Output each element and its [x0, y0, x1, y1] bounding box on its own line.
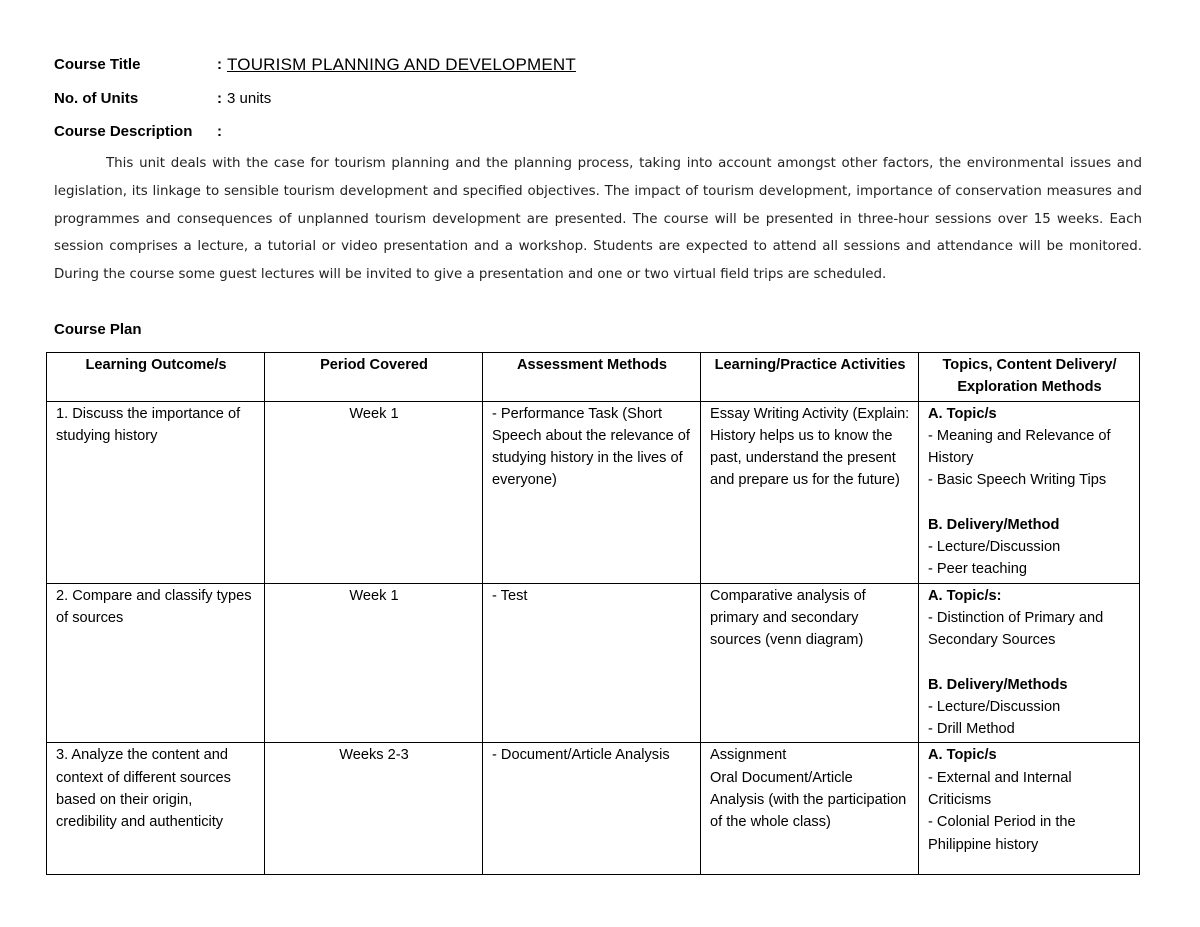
units-label: No. of Units [54, 90, 139, 107]
delivery-item: - Peer teaching [928, 561, 1027, 578]
period-cell: Week 1 [265, 401, 483, 583]
course-title-value: TOURISM PLANNING AND DEVELOPMENT [227, 55, 576, 74]
header-assessment-methods: Assessment Methods [483, 353, 701, 402]
outcome-text: Compare and classify types of sources [56, 587, 252, 626]
outcome-cell [47, 743, 265, 875]
delivery-heading: B. Delivery/Methods [928, 676, 1068, 693]
outcome-text: Discuss the importance of studying history [56, 405, 241, 444]
assessment-cell: - Document/Article Analysis [483, 743, 701, 875]
activities-text: Oral Document/Article Analysis (with the participation of the whole class) [710, 769, 907, 831]
course-plan-table [46, 352, 1140, 875]
delivery-item: - Drill Method [928, 721, 1015, 738]
course-title-colon: : [217, 56, 222, 73]
activities-cell [701, 743, 919, 875]
outcome-number: 2. [56, 587, 69, 604]
period-cell: Weeks 2-3 [265, 743, 483, 875]
activities-heading: Assignment [710, 747, 787, 764]
course-title-label: Course Title [54, 56, 141, 73]
assessment-cell: - Test [483, 583, 701, 743]
outcome-cell [47, 583, 265, 743]
topic-item: - External and Internal Criticisms [928, 769, 1072, 809]
table-header-row [47, 353, 1140, 402]
table-row [47, 583, 1140, 743]
header-learning-activities: Learning/Practice Activities [701, 353, 919, 402]
course-plan-heading: Course Plan [54, 321, 142, 338]
topics-cell [919, 583, 1140, 743]
topic-item: - Colonial Period in the Philippine history [928, 814, 1076, 853]
delivery-item: - Lecture/Discussion [928, 539, 1061, 556]
topic-heading: A. Topic/s [928, 747, 997, 764]
outcome-number: 1. [56, 405, 69, 422]
outcome-cell [47, 401, 265, 583]
outcome-text: Analyze the content and context of different sources based on their origin, credibility and authenticity [56, 747, 231, 831]
outcome-number: 3. [56, 747, 69, 764]
assessment-cell: - Performance Task (Short Speech about the relevance of studying history in the lives of everyone) [483, 401, 701, 583]
activities-cell: Comparative analysis of primary and secondary sources (venn diagram) [701, 583, 919, 743]
topic-item: - Distinction of Primary and Secondary Sources [928, 609, 1104, 649]
delivery-heading: B. Delivery/Method [928, 516, 1060, 533]
units-colon: : [217, 90, 222, 107]
activities-cell: Essay Writing Activity (Explain: History helps us to know the past, understand the present and prepare us for the future) [701, 401, 919, 583]
topic-heading: A. Topic/s: [928, 587, 1002, 604]
topic-item: - Meaning and Relevance of History [928, 427, 1111, 467]
header-period-covered: Period Covered [265, 353, 483, 402]
course-description-text: This unit deals with the case for tourism planning and the planning process, taking into account amongst other factors, the environmental issues and legislation, its linkage to sensible tourism development and specified objectives. The impact of tourism development, importance of conservation measures and programmes and consequences of unplanned tourism development are presented. The course will be presented in three-hour sessions over 15 weeks. Each session comprises a lecture, a tutorial or video presentation and a workshop. Students are expected to attend all sessions and attendance will be monitored. During the course some guest lectures will be invited to give a presentation and one or two virtual field trips are scheduled. [54, 156, 1142, 283]
period-cell: Week 1 [265, 583, 483, 743]
table-row [47, 743, 1140, 875]
table-row [47, 401, 1140, 583]
topic-heading: A. Topic/s [928, 405, 997, 422]
header-topics-delivery: Topics, Content Delivery/ Exploration Methods [919, 353, 1140, 402]
units-value: 3 units [227, 90, 272, 107]
description-colon: : [217, 123, 222, 140]
delivery-item: - Lecture/Discussion [928, 698, 1061, 715]
header-learning-outcome: Learning Outcome/s [47, 353, 265, 402]
topics-cell [919, 401, 1140, 583]
topic-item: - Basic Speech Writing Tips [928, 472, 1107, 489]
description-label: Course Description [54, 123, 193, 140]
topics-cell [919, 743, 1140, 875]
